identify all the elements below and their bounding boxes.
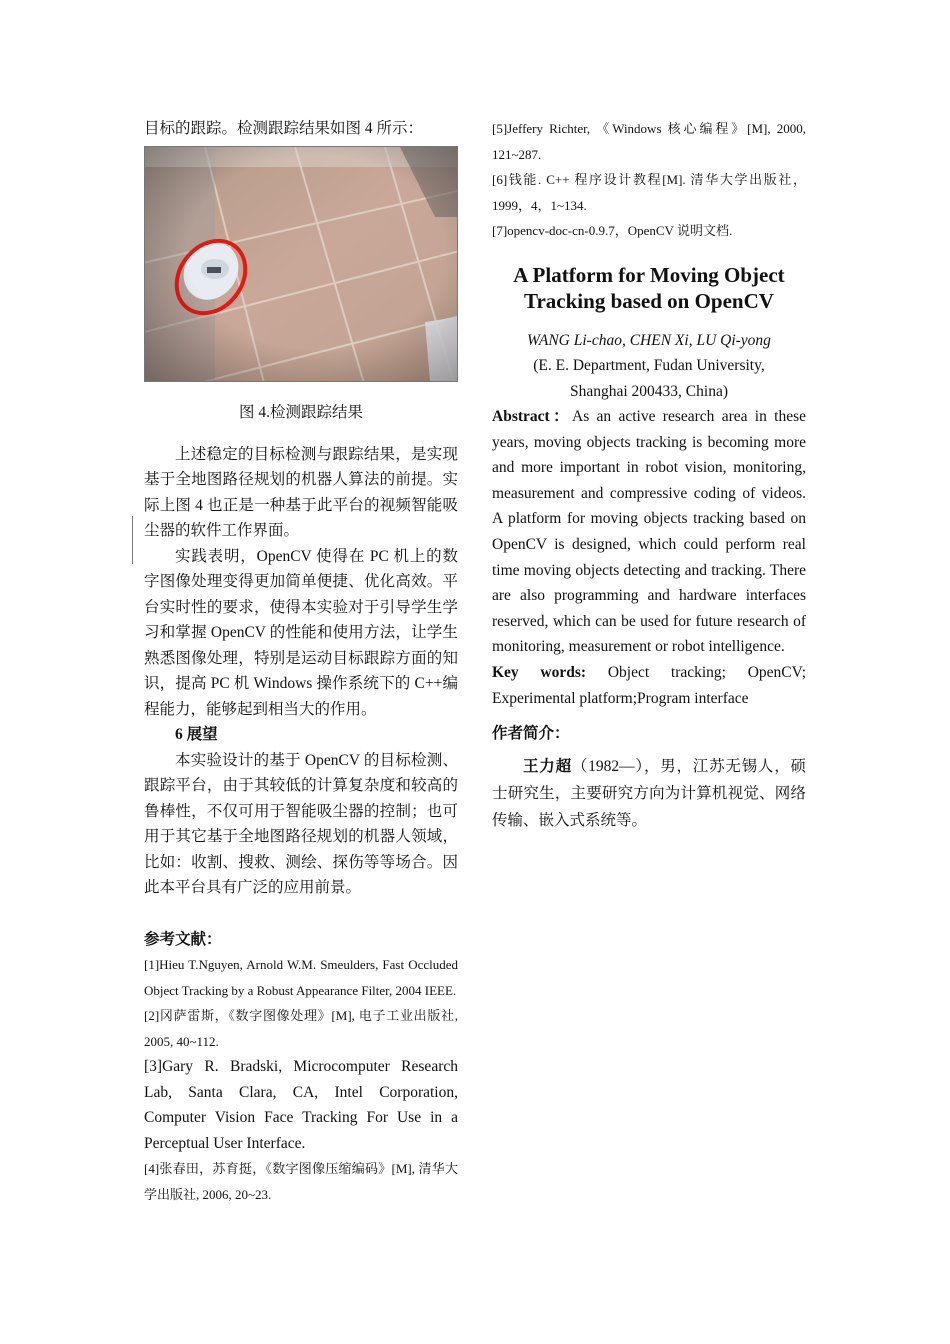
floor-photo bbox=[145, 147, 457, 381]
abstract-text: As an active research area in these years, moving objects tracking is becoming more and more important in robot vision, monitoring, measurement and compressive coding of videos. A platform for moving objects tracking based on OpenCV is designed, which could perform real time moving objects detecting and tracking. There are also programming and hardware interfaces reserved, which can be used for future research of monitoring, measurement or robot intelligence. bbox=[492, 408, 806, 656]
title-line: A Platform for Moving Object bbox=[513, 262, 785, 287]
right-column bbox=[492, 116, 806, 834]
paragraph: 本实验设计的基于 OpenCV 的目标检测、跟踪平台，由于其较低的计算复杂度和较高的鲁棒性，不仅可用于智能吸尘器的控制；也可用于其它基于全地图路径规划的机器人领域，比如：收割、搜救、测绘、探伤等等场合。因此本平台具有广泛的应用前景。 bbox=[144, 751, 458, 896]
reference-item: [3]Gary R. Bradski, Microcomputer Research Lab, Santa Clara, CA, Intel Corporation, Computer Vision Face Tracking For Use in a Perceptual User Interface. bbox=[144, 1058, 458, 1152]
abstract-label: Abstract： bbox=[492, 408, 573, 425]
reference-item: [6]钱能. C++ 程序设计教程[M]. 清华大学出版社，1999，4，1~134. bbox=[492, 172, 806, 213]
author-bio-heading: 作者简介： bbox=[492, 725, 570, 743]
author-name: 王力超 bbox=[523, 757, 572, 775]
reference-item: [1]Hieu T.Nguyen, Arnold W.M. Smeulders, Fast Occluded Object Tracking by a Robust Appearance Filter, 2004 IEEE. bbox=[144, 957, 458, 998]
affiliation-line: Shanghai 200433, China) bbox=[570, 382, 728, 400]
author-bio bbox=[492, 753, 806, 834]
author-bio-text: （1982—），男，江苏无锡人，硕士研究生，主要研究方向为计算机视觉、网络传输、嵌入式系统等。 bbox=[492, 757, 806, 829]
keywords-label: Key words: bbox=[492, 663, 587, 681]
title-line: Tracking based on OpenCV bbox=[524, 288, 774, 313]
keywords bbox=[492, 660, 806, 711]
affiliation-line: (E. E. Department, Fudan University, bbox=[533, 357, 765, 374]
intro-line: 目标的跟踪。检测跟踪结果如图 4 所示： bbox=[144, 120, 424, 137]
reference-item: [7]opencv-doc-cn-0.9.7，OpenCV 说明文档. bbox=[492, 223, 733, 238]
keywords-text: Object tracking; OpenCV; Experimental platform;Program interface bbox=[492, 663, 806, 707]
left-column bbox=[144, 116, 458, 1207]
authors: WANG Li-chao, CHEN Xi, LU Qi-yong bbox=[527, 331, 771, 349]
reference-item: [2]冈萨雷斯，《数字图像处理》[M], 电子工业出版社, 2005, 40~112. bbox=[144, 1008, 458, 1049]
tracking-result-figure bbox=[144, 146, 458, 382]
paragraph: 上述稳定的目标检测与跟踪结果，是实现基于全地图路径规划的机器人算法的前提。实际上图 4 也正是一种基于此平台的视频智能吸尘器的软件工作界面。 bbox=[144, 445, 458, 539]
references-heading: 参考文献： bbox=[144, 930, 222, 948]
abstract bbox=[492, 404, 806, 660]
section-heading: 6 展望 bbox=[175, 726, 218, 743]
english-title bbox=[492, 262, 806, 314]
revision-bar bbox=[132, 516, 133, 564]
figure-caption: 图 4.检测跟踪结果 bbox=[238, 403, 363, 421]
reference-item: [5]Jeffery Richter, 《Windows 核心编程》[M], 2000, 121~287. bbox=[492, 121, 806, 162]
reference-item: [4]张春田，苏育挺，《数字图像压缩编码》[M], 清华大学出版社, 2006, 20~23. bbox=[144, 1161, 458, 1202]
paragraph: 实践表明，OpenCV 使得在 PC 机上的数字图像处理变得更加简单便捷、优化高效。平台实时性的要求，使得本实验对于引导学生学习和掌握 OpenCV 的性能和使用方法，让学生熟悉图像处理，特别是运动目标跟踪方面的知识，提高 PC 机 Windows 操作系统下的 C++编程能力，能够起到相当大的作用。 bbox=[144, 547, 458, 718]
